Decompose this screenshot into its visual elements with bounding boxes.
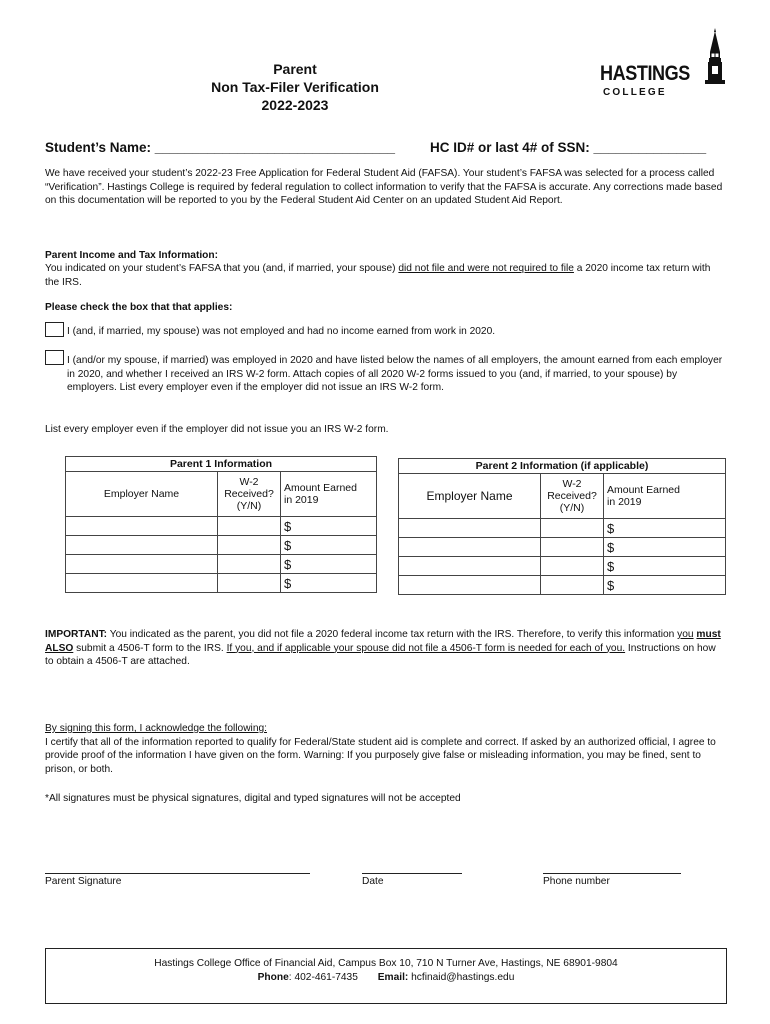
date-line[interactable]: [362, 873, 462, 874]
parent1-col-amount-line1: Amount Earned: [284, 482, 357, 494]
w2-cell[interactable]: [541, 576, 604, 595]
signature-note: *All signatures must be physical signatures, digital and typed signatures will not be accepted: [45, 793, 461, 804]
parent1-table-title: Parent 1 Information: [66, 457, 377, 472]
parent1-col-w2: [218, 472, 281, 517]
hc-id-field[interactable]: HC ID# or last 4# of SSN: _______________: [430, 140, 707, 155]
table-row: [399, 538, 726, 557]
signing-section: [45, 722, 727, 776]
footer-address: Hastings College Office of Financial Aid, Campus Box 10, 710 N Turner Ave, Hastings, NE 68901-9804: [154, 958, 618, 969]
income-text-before: You indicated on your student’s FAFSA that you (and, if married, your spouse): [45, 263, 399, 274]
important-must-also: must ALSO: [45, 629, 721, 654]
footer-email-value: hcfinaid@hastings.edu: [408, 972, 515, 983]
income-text-underlined: did not file and were not required to file: [398, 263, 574, 274]
parent1-col-amount: [281, 472, 377, 517]
parent-signature-line[interactable]: [45, 873, 310, 874]
contact-footer: [45, 948, 727, 1004]
table-row: [66, 536, 377, 555]
parent1-col-w2-line3: (Y/N): [236, 500, 262, 512]
intro-paragraph: We have received your student’s 2022-23 Free Application for Federal Student Aid (FAFSA). Your student’s FAFSA was selected for a process called “Verification”. Hastings College is required by federal regulation to collect information to verify that the FAFSA is accurate. Any corrections made based on this documentation will be reported to you by the Federal Student Aid Center on an updated Student Aid Report.: [45, 168, 723, 207]
amount-cell[interactable]: $: [281, 574, 377, 593]
income-text-after: a 2020 income tax return with the IRS.: [45, 263, 711, 288]
option-not-employed-label: I (and, if married, my spouse) was not employed and had no income earned from work in 2020.: [67, 326, 496, 337]
parent1-col-employer: Employer Name: [66, 472, 218, 517]
amount-cell[interactable]: $: [604, 576, 726, 595]
w2-cell[interactable]: [218, 517, 281, 536]
logo-wordmark: HASTINGS: [600, 62, 690, 85]
footer-email-label: Email:: [377, 972, 409, 983]
footer-phone-value: : 402-461-7435: [288, 972, 358, 983]
checkbox-not-employed[interactable]: [45, 322, 64, 337]
amount-cell[interactable]: $: [281, 517, 377, 536]
employer-cell[interactable]: [399, 576, 541, 595]
title-line-parent: Parent: [273, 61, 317, 77]
important-you: you: [677, 629, 694, 640]
amount-cell[interactable]: $: [281, 536, 377, 555]
employer-cell[interactable]: [399, 519, 541, 538]
table-row: [66, 517, 377, 536]
important-label: IMPORTANT:: [45, 629, 108, 640]
important-paragraph: [45, 628, 727, 669]
hastings-college-logo: [600, 28, 728, 102]
parent2-table-title: Parent 2 Information (if applicable): [399, 459, 726, 474]
logo-subtitle: COLLEGE: [603, 87, 667, 98]
form-title: [150, 60, 440, 114]
parent2-col-employer: Employer Name: [399, 474, 541, 519]
footer-contact: [46, 971, 726, 985]
table-row: [399, 519, 726, 538]
signing-heading: By signing this form, I acknowledge the following:: [45, 723, 267, 734]
parent2-col-amount: [604, 474, 726, 519]
phone-line[interactable]: [543, 873, 681, 874]
important-text2: submit a 4506-T form to the IRS.: [73, 642, 227, 654]
employer-cell[interactable]: [66, 574, 218, 593]
w2-cell[interactable]: [541, 557, 604, 576]
amount-cell[interactable]: $: [281, 555, 377, 574]
employer-cell[interactable]: [66, 517, 218, 536]
parent1-col-amount-line2: in 2019: [284, 494, 319, 506]
w2-cell[interactable]: [218, 574, 281, 593]
date-label: Date: [362, 876, 384, 887]
income-paragraph: [45, 262, 727, 289]
parent2-col-w2-line1: W-2: [562, 478, 582, 490]
table-row: [66, 555, 377, 574]
parent2-col-w2: [541, 474, 604, 519]
option-employed-label: I (and/or my spouse, if married) was employed in 2020 and have listed below the names of all employers, the amount earned from each employer in 2020, and whether I received an IRS W-2 form. Attach copies of all 2020 W-2 forms issued to you (and, if married, to your spouse) by employers. List every employer even if the employer did not issue an IRS W-2 form.: [67, 355, 723, 394]
employer-cell[interactable]: [66, 555, 218, 574]
parent-signature-label: Parent Signature: [45, 876, 122, 887]
amount-cell[interactable]: $: [604, 557, 726, 576]
parent2-col-w2-line3: (Y/N): [559, 502, 585, 514]
amount-cell[interactable]: $: [604, 519, 726, 538]
w2-cell[interactable]: [218, 536, 281, 555]
student-name-field[interactable]: Student’s Name: ________________________________: [45, 140, 396, 155]
table-row: [399, 557, 726, 576]
employer-cell[interactable]: [399, 538, 541, 557]
phone-label: Phone number: [543, 876, 610, 887]
income-heading: Parent Income and Tax Information:: [45, 250, 219, 261]
table-row: [66, 574, 377, 593]
parent2-col-w2-line2: Received?: [547, 490, 597, 502]
parent2-col-amount-line1: Amount Earned: [607, 484, 680, 496]
list-instruction: List every employer even if the employer did not issue you an IRS W-2 form.: [45, 424, 389, 435]
employer-cell[interactable]: [66, 536, 218, 555]
parent1-col-w2-line2: Received?: [224, 488, 274, 500]
important-text1: You indicated as the parent, you did not file a 2020 federal income tax return with the IRS. Therefore, to verify this information: [107, 629, 678, 640]
title-line-form-name: Non Tax-Filer Verification: [211, 79, 379, 95]
parent2-employer-table: [398, 458, 726, 595]
table-row: [399, 576, 726, 595]
footer-phone-label: Phone: [257, 972, 289, 983]
w2-cell[interactable]: [541, 519, 604, 538]
title-line-year: 2022-2023: [261, 97, 329, 113]
parent1-col-w2-line1: W-2: [239, 476, 259, 488]
amount-cell[interactable]: $: [604, 538, 726, 557]
w2-cell[interactable]: [541, 538, 604, 557]
checkbox-employed[interactable]: [45, 350, 64, 365]
parent1-employer-table: [65, 456, 377, 593]
employer-cell[interactable]: [399, 557, 541, 576]
tower-icon: [700, 28, 730, 88]
important-text3: Instructions on how to obtain a 4506-T are attached.: [45, 642, 716, 668]
check-heading: Please check the box that that applies:: [45, 302, 233, 313]
parent2-col-amount-line2: in 2019: [607, 496, 642, 508]
w2-cell[interactable]: [218, 555, 281, 574]
important-spouse-note: If you, and if applicable your spouse did not file a 4506-T form is needed for each of you.: [226, 642, 626, 654]
signing-text: I certify that all of the information reported to qualify for Federal/State student aid is complete and correct. If asked by an authorized official, I agree to provide proof of the information I have given on the form. Warning: If you purposely give false or misleading information, you may be fined, sent to prison, or both.: [45, 736, 716, 775]
